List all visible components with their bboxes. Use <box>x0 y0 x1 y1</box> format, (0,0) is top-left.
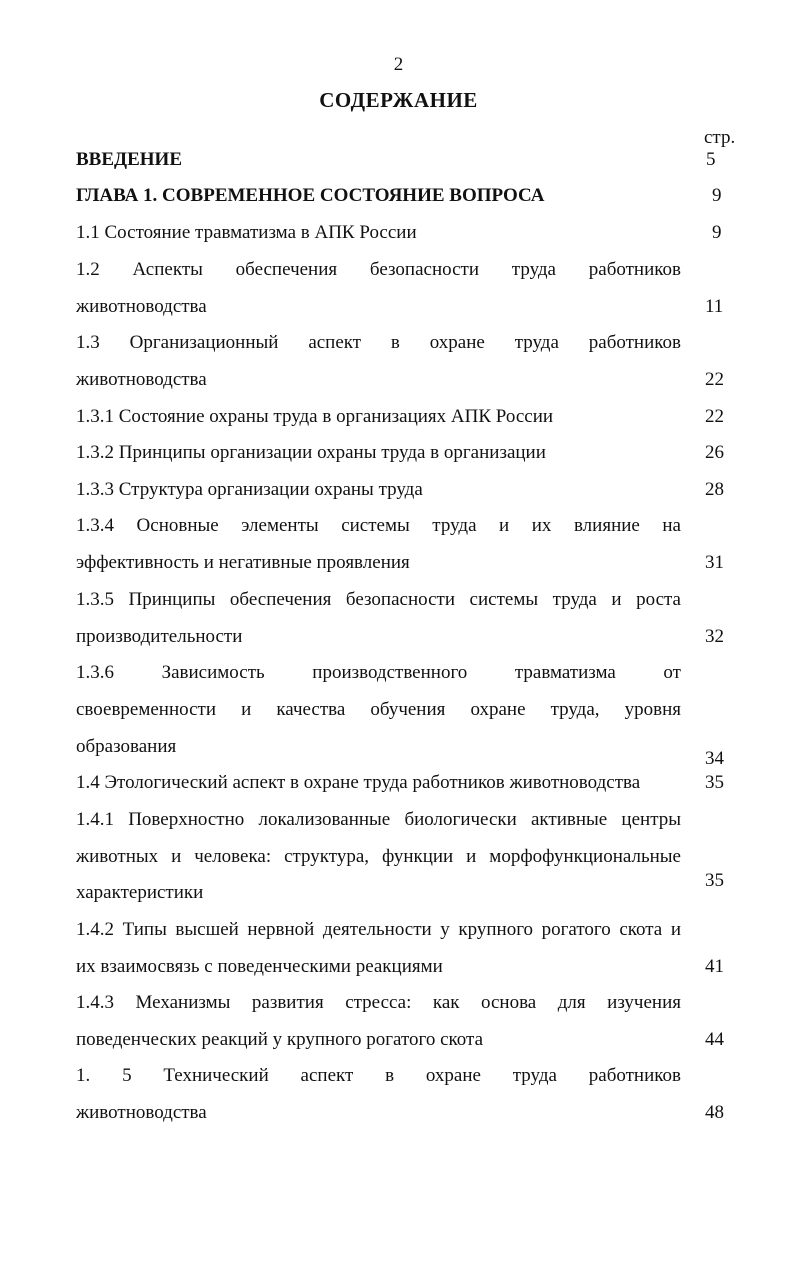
toc-entry-text: производительности <box>76 626 243 647</box>
toc-entry-text: 1.2 Аспекты обеспечения безопасности труда работников <box>76 259 681 280</box>
toc-entry-text: 1.4.3 Механизмы развития стресса: как основа для изучения <box>76 992 681 1013</box>
toc-entry-text: 1. 5 Технический аспект в охране труда работников <box>76 1065 681 1086</box>
toc-entry-page: 28 <box>705 479 724 500</box>
toc-entry-text: их взаимосвязь с поведенческими реакциями <box>76 956 443 977</box>
toc-entry-text: эффективность и негативные проявления <box>76 552 410 573</box>
toc-entry-page: 22 <box>705 369 724 390</box>
toc-entry-text: ГЛАВА 1. СОВРЕМЕННОЕ СОСТОЯНИЕ ВОПРОСА <box>76 185 545 206</box>
toc-entry-text: 1.1 Состояние травматизма в АПК России <box>76 222 417 243</box>
toc-entry-text: 1.3.6 Зависимость производственного травматизма от <box>76 662 681 683</box>
toc-entry-text: животных и человека: структура, функции и морфофункциональные <box>76 846 681 867</box>
toc-entry-text: ВВЕДЕНИЕ <box>76 149 182 170</box>
toc-entry-page: 31 <box>705 552 724 573</box>
toc-entry-text: 1.4.2 Типы высшей нервной деятельности у крупного рогатого скота и <box>76 919 681 940</box>
page-column-label: стр. <box>704 127 736 148</box>
toc-entry-text: 1.3 Организационный аспект в охране труда работников <box>76 332 681 353</box>
toc-entry-text: 1.3.4 Основные элементы системы труда и их влияние на <box>76 515 681 536</box>
toc-entry-page: 5 <box>706 149 716 170</box>
toc-entry-text: образования <box>76 736 177 757</box>
toc-entry-page: 41 <box>705 956 724 977</box>
toc-entry-text: животноводства <box>76 369 207 390</box>
toc-entry-text: 1.3.3 Структура организации охраны труда <box>76 479 423 500</box>
page-title: СОДЕРЖАНИЕ <box>319 88 478 112</box>
toc-entry-page: 32 <box>705 626 724 647</box>
toc-entry-text: 1.3.2 Принципы организации охраны труда в организации <box>76 442 546 463</box>
toc-entry-page: 9 <box>712 185 722 206</box>
toc-entry-page: 22 <box>705 406 724 427</box>
toc-entry-text: характеристики <box>76 882 204 903</box>
toc-entry-page: 35 <box>705 870 724 891</box>
toc-entry-text: 1.3.1 Состояние охраны труда в организациях АПК России <box>76 406 554 427</box>
toc-entry-page: 11 <box>705 296 724 317</box>
toc-entry-text: 1.3.5 Принципы обеспечения безопасности системы труда и роста <box>76 589 681 610</box>
toc-entry-text: своевременности и качества обучения охране труда, уровня <box>76 699 681 720</box>
toc-entry-page: 48 <box>705 1102 724 1123</box>
toc-entry-page: 26 <box>705 442 724 463</box>
toc-entry-text: животноводства <box>76 1102 207 1123</box>
toc-entry-text: 1.4.1 Поверхностно локализованные биологически активные центры <box>76 809 681 830</box>
toc-entry-page: 44 <box>705 1029 724 1050</box>
toc-entry-page: 9 <box>712 222 722 243</box>
toc-entry-page: 35 <box>705 772 724 793</box>
toc-entry-page: 34 <box>705 748 724 769</box>
toc-entry-text: поведенческих реакций у крупного рогатого скота <box>76 1029 484 1050</box>
toc-entry-text: животноводства <box>76 296 207 317</box>
toc-entry-text: 1.4 Этологический аспект в охране труда работников животноводства <box>76 772 641 793</box>
page-number: 2 <box>393 54 404 75</box>
